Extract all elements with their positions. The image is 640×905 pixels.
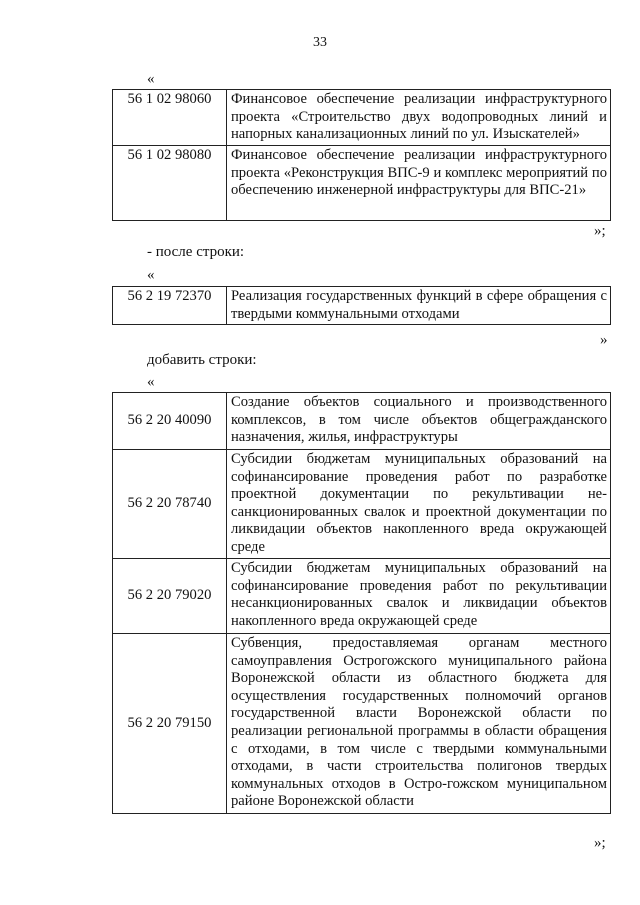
budget-code: 56 2 20 79020 (113, 559, 227, 634)
budget-code: 56 2 20 40090 (113, 393, 227, 450)
budget-code: 56 2 19 72370 (113, 287, 227, 325)
table-row (113, 146, 611, 221)
opening-quote: « (147, 374, 155, 390)
budget-code-description: Субсидии бюджетам муниципальных образований на софинансирование проведения работ по рекультивации несанкционированных свалок и ликвидации объектов накопленного вреда окружающей среде (227, 559, 611, 634)
budget-code-description: Субсидии бюджетам муниципальных образований на софинансирование проведения работ по разработке проектной документации по рекультивации не-санкционированных свалок и проектной документации по ликвидации объектов накопленного вреда окружающей среде (227, 450, 611, 559)
budget-code: 56 2 20 79150 (113, 634, 227, 814)
table-row (113, 634, 611, 814)
budget-codes-table (112, 89, 611, 221)
budget-code-description: Финансовое обеспечение реализации инфраструктурного проекта «Реконструкция ВПС-9 и комплекс мероприятий по обеспечению инженерной инфраструктуры для ВПС-21» (227, 146, 611, 221)
page-number: 33 (313, 35, 327, 50)
budget-code: 56 1 02 98080 (113, 146, 227, 221)
opening-quote: « (147, 71, 155, 87)
budget-code-description: Реализация государственных функций в сфере обращения с твердыми коммунальными отходами (227, 287, 611, 325)
budget-code: 56 1 02 98060 (113, 90, 227, 146)
budget-codes-table (112, 286, 611, 325)
budget-code-description: Финансовое обеспечение реализации инфраструктурного проекта «Строительство двух водопроводных линий и напорных канализационных линий по ул. Изыскателей» (227, 90, 611, 146)
budget-codes-table (112, 392, 611, 814)
table-row (113, 559, 611, 634)
table-row (113, 90, 611, 146)
opening-quote: « (147, 267, 155, 283)
table-row (113, 287, 611, 325)
add-rows-label: добавить строки: (147, 352, 257, 368)
after-row-label: - после строки: (147, 244, 245, 260)
budget-code-description: Субвенция, предоставляемая органам местного самоуправления Острогожского муниципального района Воронежской области из областного бюджета для осуществления государственных полномочий органов государственной власти Воронежской области по реализации региональной программы в области обращения с отходами, в том числе с твердыми коммунальными отходами, в части строительства полигонов твердых коммунальных отходов в Остро-гожском муниципальном районе Воронежской области (227, 634, 611, 814)
table-row (113, 393, 611, 450)
closing-quote: »; (594, 835, 606, 851)
closing-quote: »; (594, 223, 606, 239)
table-row (113, 450, 611, 559)
closing-quote: » (600, 332, 608, 348)
budget-code-description: Создание объектов социального и производственного комплексов, в том числе объектов общегражданского назначения, жилья, инфраструктуры (227, 393, 611, 450)
budget-code: 56 2 20 78740 (113, 450, 227, 559)
